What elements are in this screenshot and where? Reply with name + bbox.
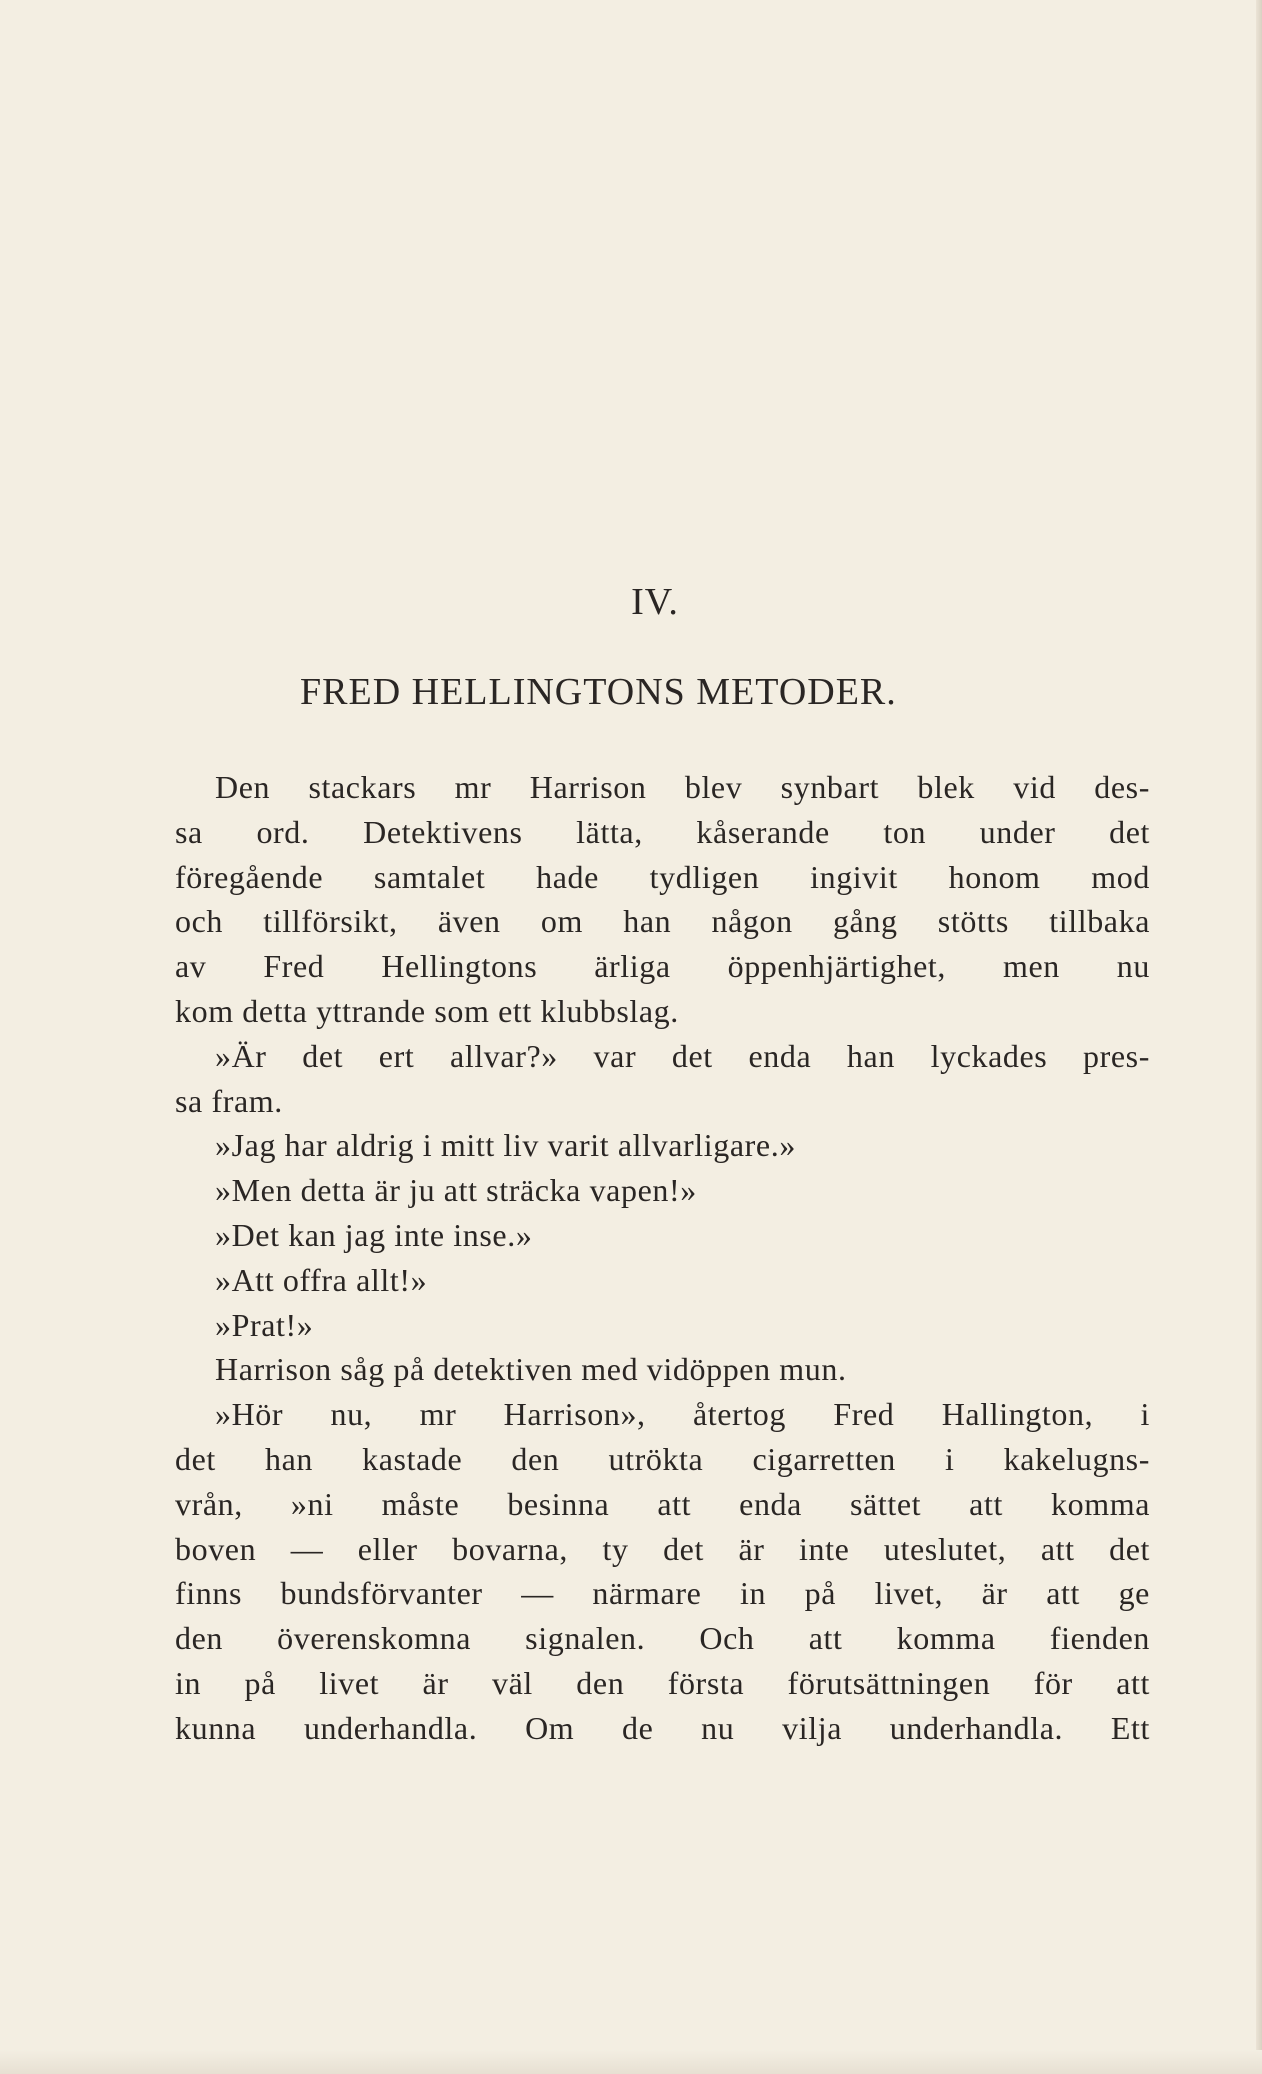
text-line: det han kastade den utrökta cigarretten i kakelugns-: [175, 1440, 1150, 1477]
text-line: »Prat!»: [215, 1306, 314, 1343]
text-line: den överenskomna signalen. Och att komma fienden: [175, 1620, 1150, 1657]
text-line: boven — eller bovarna, ty det är inte uteslutet, att det: [175, 1530, 1150, 1567]
text-line: »Jag har aldrig i mitt liv varit allvarligare.»: [215, 1127, 796, 1164]
body-text: [175, 765, 1150, 1751]
text-line: kom detta yttrande som ett klubbslag.: [175, 992, 679, 1029]
text-line: sa fram.: [175, 1082, 283, 1119]
text-line: av Fred Hellingtons ärliga öppenhjärtighet, men nu: [175, 948, 1150, 985]
chapter-title: FRED HELLINGTONS METODER.: [300, 671, 897, 713]
chapter-number: IV.: [631, 581, 679, 623]
text-line: finns bundsförvanter — närmare in på livet, är att ge: [175, 1575, 1150, 1612]
text-line: »Är det ert allvar?» var det enda han lyckades pres-: [215, 1037, 1150, 1074]
page-edge-bottom: [0, 2050, 1262, 2074]
text-line: in på livet är väl den första förutsättningen för att: [175, 1664, 1150, 1701]
text-line: Harrison såg på detektiven med vidöppen mun.: [215, 1351, 847, 1388]
text-line: »Men detta är ju att sträcka vapen!»: [215, 1172, 697, 1209]
text-line: vrån, »ni måste besinna att enda sättet att komma: [175, 1485, 1150, 1522]
text-line: och tillförsikt, även om han någon gång stötts tillbaka: [175, 903, 1150, 940]
text-line: kunna underhandla. Om de nu vilja underhandla. Ett: [175, 1709, 1150, 1746]
page-edge-right: [1256, 0, 1262, 2074]
text-line: sa ord. Detektivens lätta, kåserande ton under det: [175, 813, 1150, 850]
text-line: »Att offra allt!»: [215, 1261, 428, 1298]
text-line: föregående samtalet hade tydligen ingivit honom mod: [175, 858, 1150, 895]
text-line: »Det kan jag inte inse.»: [215, 1216, 533, 1253]
text-line: »Hör nu, mr Harrison», återtog Fred Hallington, i: [215, 1396, 1150, 1433]
text-line: Den stackars mr Harrison blev synbart blek vid des-: [215, 769, 1150, 805]
